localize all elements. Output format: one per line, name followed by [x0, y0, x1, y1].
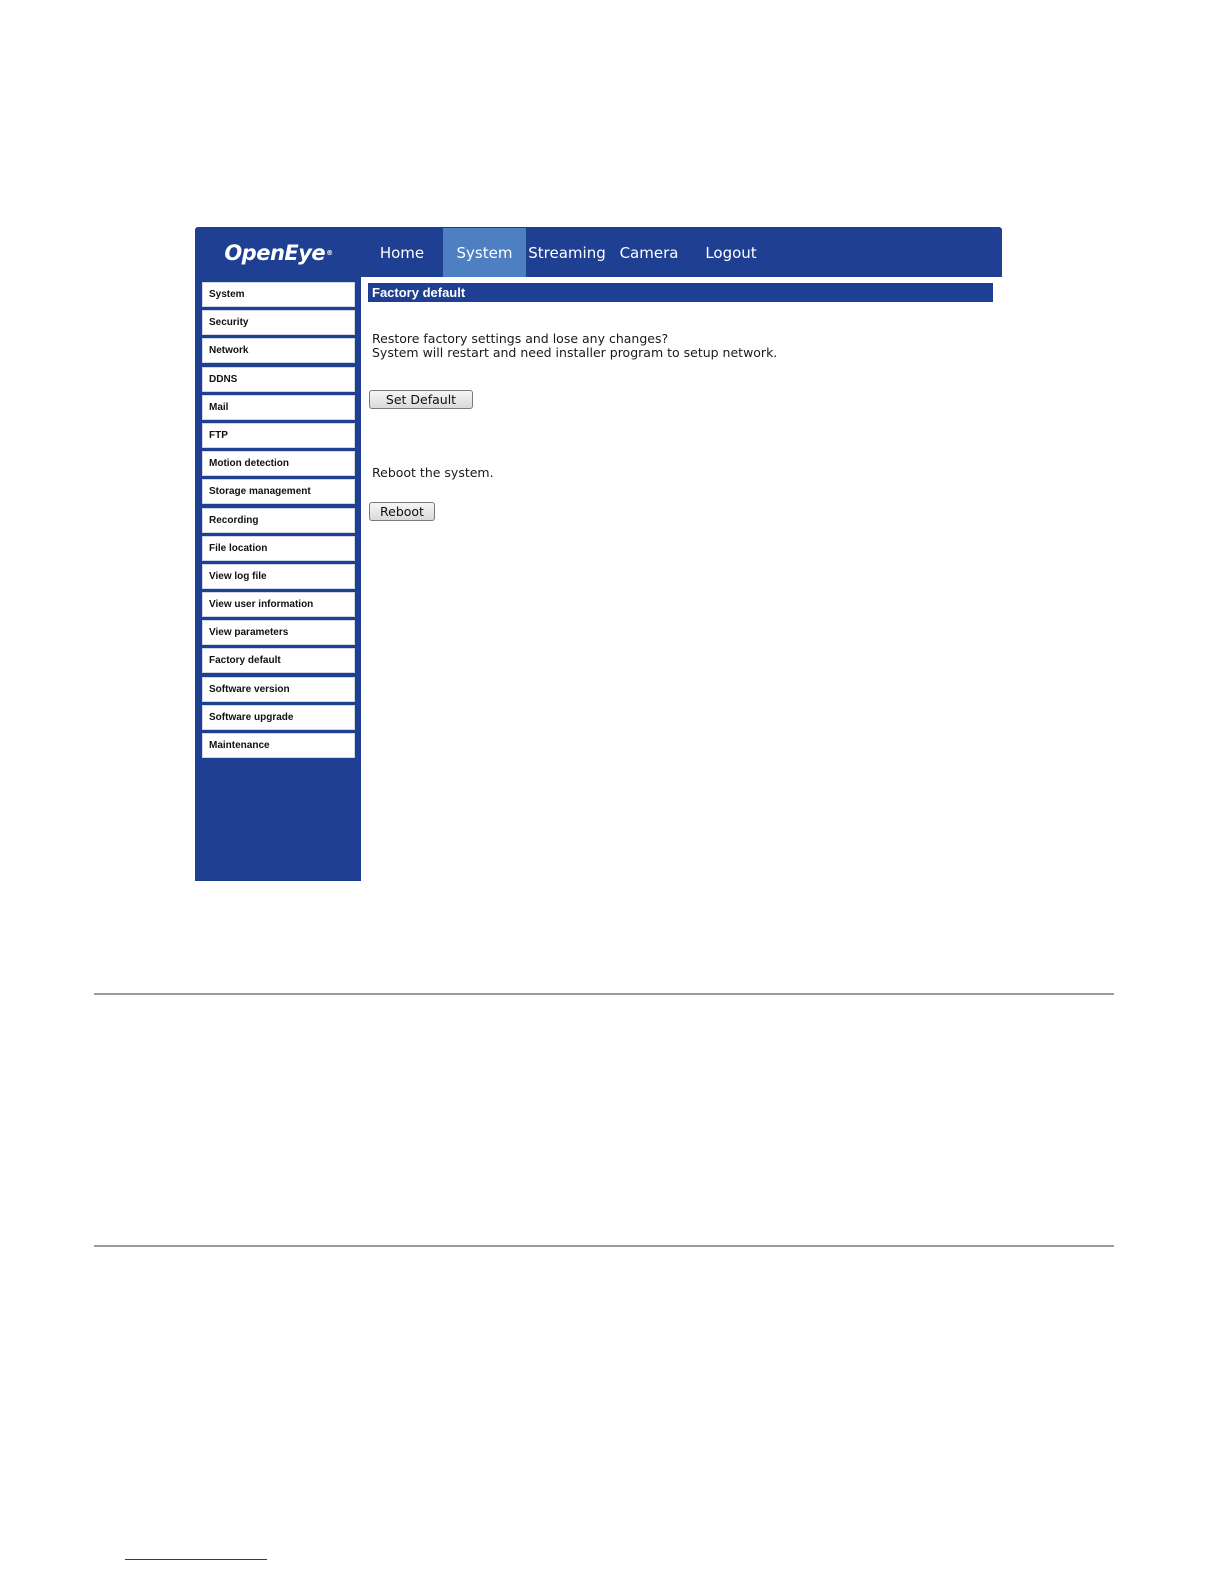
sidebar-item-file-location[interactable]: File location [202, 536, 355, 561]
openeye-logo [196, 228, 361, 277]
reboot-text: Reboot the system. [372, 465, 494, 480]
sidebar-item-factory-default[interactable]: Factory default [202, 648, 355, 673]
sidebar-item-view-log-file[interactable]: View log file [202, 564, 355, 589]
sidebar-item-network[interactable]: Network [202, 338, 355, 363]
tab-streaming[interactable]: Streaming [528, 243, 606, 262]
sidebar-item-recording[interactable]: Recording [202, 508, 355, 533]
sidebar-item-storage-management[interactable]: Storage management [202, 479, 355, 504]
tab-logout[interactable]: Logout [705, 243, 757, 262]
sidebar-item-security[interactable]: Security [202, 310, 355, 335]
tab-camera[interactable]: Camera [619, 243, 679, 262]
tab-home[interactable]: Home [379, 243, 425, 262]
reboot-button[interactable]: Reboot [369, 502, 435, 521]
restore-info-text: System will restart and need installer program to setup network. [372, 345, 778, 360]
divider [94, 1245, 1114, 1247]
registered-mark: ® [326, 248, 333, 257]
sidebar-item-maintenance[interactable]: Maintenance [202, 733, 355, 758]
sidebar-item-view-user-information[interactable]: View user information [202, 592, 355, 617]
sidebar-item-ddns[interactable]: DDNS [202, 367, 355, 392]
sidebar-item-view-parameters[interactable]: View parameters [202, 620, 355, 645]
sidebar-item-ftp[interactable]: FTP [202, 423, 355, 448]
sidebar-item-system[interactable]: System [202, 282, 355, 307]
sidebar-item-mail[interactable]: Mail [202, 395, 355, 420]
logo-text: OpenEye [224, 240, 326, 265]
page-title: Factory default [368, 283, 993, 302]
sidebar-item-software-upgrade[interactable]: Software upgrade [202, 705, 355, 730]
set-default-button[interactable]: Set Default [369, 390, 473, 409]
sidebar-item-software-version[interactable]: Software version [202, 677, 355, 702]
main-content [361, 277, 1002, 881]
divider [94, 993, 1114, 995]
restore-warning-text: Restore factory settings and lose any changes? [372, 331, 669, 346]
camera-web-ui-window [195, 227, 1002, 881]
sidebar-item-motion-detection[interactable]: Motion detection [202, 451, 355, 476]
tab-system[interactable]: System [443, 228, 526, 277]
top-nav [361, 228, 772, 277]
footnote-rule [125, 1559, 267, 1560]
sidebar [202, 282, 355, 761]
